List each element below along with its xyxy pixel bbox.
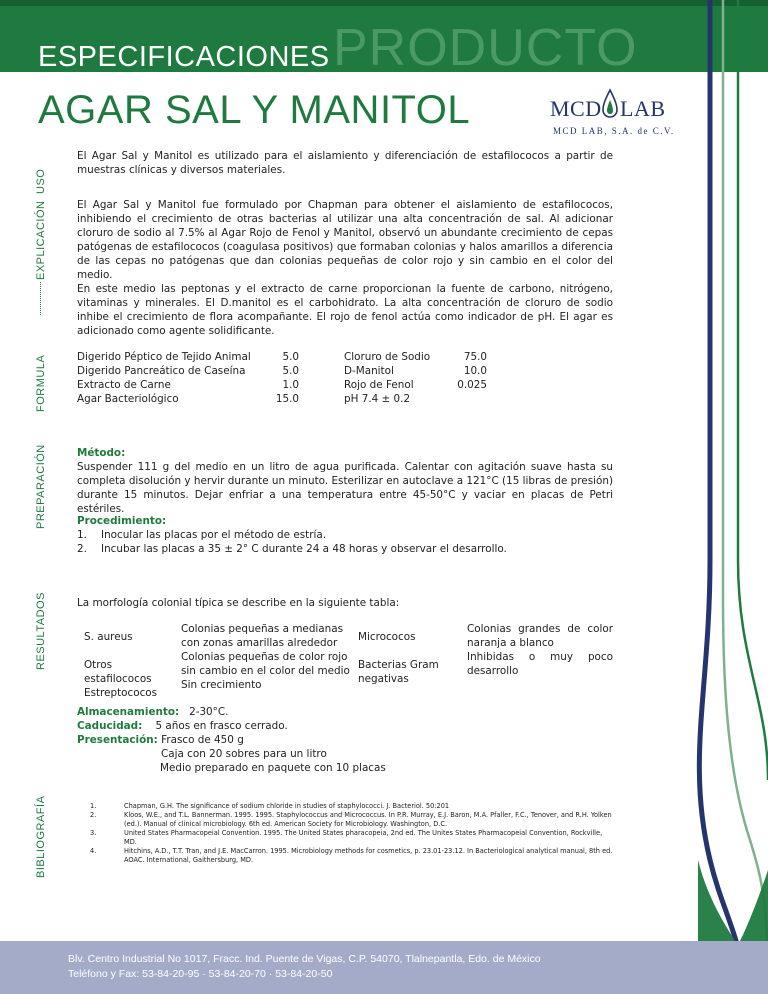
formula-item-value: 10.0 (463, 365, 487, 377)
formula-item-name: Cloruro de Sodio (344, 351, 431, 363)
bibliography-item: 3. United States Pharmacopeial Convention. 1995. The United States pharacopeia, 2nd ed. The Unites States Pharmacopeial Convention, Rockville, MD. (90, 829, 603, 846)
bibliography-item: 2. Kloos, W.E., and T.L. Bannerman. 1995. 1995. Staphylococcus and Micrococcus. In P.R. Murray, E.J. Baron, M.A. Pfaller, F.C., Tenover, and R.H. Yolken (ed.). Manual of clinical microbiology. 6th ed. American Society for Microbiology. Washington, D.C. (90, 811, 612, 828)
formula-item-name: Rojo de Fenol (344, 379, 414, 391)
footer-address: Blv. Centro Industrial No 1017, Fracc. Ind. Puente de Vigas, C.P. 54070, Tlalnepantla, Edo. de México (68, 953, 541, 965)
formula-item-name: Agar Bacteriológico (77, 393, 179, 405)
preparacion-text (77, 446, 613, 516)
explicacion-paragraph-2: En este medio las peptonas y el extracto de carne proporcionan la fuente de carbono, nitrógeno, vitaminas y minerales. El D.manitol es el carbohidrato. La alta concentración de cloruro de sodio inhibe el crecimiento de flora acompañante. El rojo de fenol actúa como indicador de pH. El agar es adicionado como agente solidificante. (77, 283, 613, 337)
formula-item-value: 0.025 (457, 379, 487, 391)
metodo-text: Suspender 111 g del medio en un litro de agua purificada. Calentar con agitación suave hasta su completa disolución y hervir durante un minuto. Esterilizar en autoclave a 121°C (15 libras de presión) durante 15 minutos. Dejar enfriar a una temperatura entre 45-50°C y vaciar en placas de Petri estériles. (77, 461, 613, 515)
presentacion-label: Presentación: (77, 734, 158, 746)
formula-item-name: Extracto de Carne (77, 379, 171, 391)
decorative-flask-lines (690, 0, 768, 994)
table-cell: Colonias grandes de color naranja a blanco (467, 623, 613, 649)
company-logo (548, 88, 678, 138)
table-cell: Colonias pequeñas a medianas con zonas amarillas alrededor (181, 623, 344, 649)
presentacion-value: Frasco de 450 g (161, 734, 244, 746)
dotted-divider (40, 282, 41, 315)
caducidad-value: 5 años en frasco cerrado. (155, 720, 288, 732)
table-cell: Sin crecimiento (181, 679, 262, 691)
formula-item-value: 75.0 (463, 351, 487, 363)
header-small-title: ESPECIFICACIONES (38, 41, 330, 73)
table-cell: S. aureus (84, 631, 133, 643)
formula-item-name: Digerido Pancreático de Caseína (77, 365, 246, 377)
section-label-formula: FORMULA (35, 354, 47, 412)
procedimiento-heading: Procedimiento: (77, 515, 167, 527)
formula-item-value: 15.0 (275, 393, 299, 405)
caducidad-label: Caducidad: (77, 720, 143, 732)
logo-subtitle: MCD LAB, S.A. de C.V. (553, 126, 675, 136)
presentacion-value: Caja con 20 sobres para un litro (161, 748, 327, 760)
procedimiento-step: 2. Incubar las placas a 35 ± 2° C durante 24 a 48 horas y observar el desarrollo. (77, 543, 507, 555)
product-title: AGAR SAL Y MANITOL (38, 88, 471, 132)
formula-item-value: 5.0 (282, 351, 299, 363)
table-cell: Inhibidas o muy poco desarrollo (467, 651, 613, 677)
table-cell: Estreptococos (84, 687, 158, 699)
bibliography-item: 1. Chapman, G.H. The significance of sodium chloride in studies of staphylococci. J. Bacteriol. 50:201 (90, 802, 450, 810)
bibliography-item: 4. Hitchins, A.D., T.T. Tran, and J.E. MacCarron. 1995. Microbiology methods for cosmetics, p. 23.01-23.12. In Bacteriological analytical manual, 8th ed. AOAC. International, Gaithersburg, MD. (90, 847, 613, 864)
explicacion-text (77, 198, 613, 338)
metodo-heading: Método: (77, 447, 126, 459)
formula-item-value: 1.0 (282, 379, 299, 391)
footer-phones: Teléfono y Fax: 53-84-20-95 · 53-84-20-70 · 53-84-20-50 (68, 968, 333, 980)
bibliography-list (90, 802, 613, 865)
section-label-resultados: RESULTADOS (35, 592, 47, 670)
section-label-bibliografia: BIBLIOGRAFÍA (35, 795, 47, 878)
presentacion-value: Medio preparado en paquete con 10 placas (160, 762, 386, 774)
logo-lab: LAB (620, 96, 666, 121)
table-cell: Micrococos (358, 631, 416, 643)
section-label-uso: USO (35, 168, 47, 194)
flask-drop-icon (602, 88, 618, 122)
table-cell: Colonias pequeñas de color rojo sin cambio en el color del medio (181, 651, 350, 677)
footer-band (0, 941, 768, 994)
resultados-intro: La morfología colonial típica se describe en la siguiente tabla: (77, 597, 400, 609)
table-cell: Bacterias Gram negativas (358, 659, 439, 685)
formula-item-name: D-Manitol (344, 365, 394, 377)
formula-item-name: pH 7.4 ± 0.2 (344, 393, 411, 405)
procedimiento-block (77, 514, 613, 556)
formula-item-name: Digerido Péptico de Tejido Animal (77, 351, 251, 363)
almacenamiento-label: Almacenamiento: (77, 706, 180, 718)
storage-block (77, 705, 386, 775)
header-strip (0, 0, 768, 6)
section-label-explicacion: EXPLICACIÓN (35, 200, 47, 280)
formula-item-value: 5.0 (282, 365, 299, 377)
table-cell: Otros estafilococos (84, 659, 152, 685)
logo-mcd: MCD (550, 96, 602, 121)
almacenamiento-value: 2-30°C. (189, 706, 229, 718)
section-label-preparacion: PREPARACIÓN (35, 444, 47, 529)
uso-text: El Agar Sal y Manitol es utilizado para el aislamiento y diferenciación de estafilococos a partir de muestras clínicas y diversos materiales. (77, 150, 613, 176)
header-big-title: PRODUCTO (333, 19, 638, 77)
explicacion-paragraph-1: El Agar Sal y Manitol fue formulado por Chapman para obtener el aislamiento de estafilococos, inhibiendo el crecimiento de otras bacterias al utilizar una alta concentración de sal. Al adicionar cloruro de sodio al 7.5% al Agar Rojo de Fenol y Manitol, observó un abundante crecimiento de cepas patógenas de estafilococos (coagulasa positivos) que formaban colonias y halos amarillos a diferencia de las cepas no patógenas que dan colonias pequeñas de color rojo y sin cambio en el color del medio. (77, 199, 613, 281)
procedimiento-step: 1. Inocular las placas por el método de estría. (77, 529, 327, 541)
